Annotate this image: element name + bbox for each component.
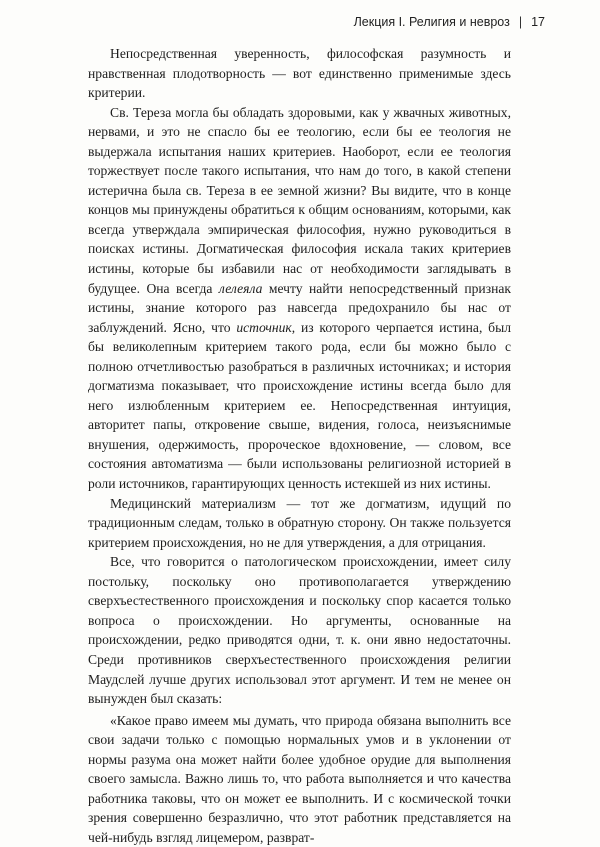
quote-paragraph: «Какое право имеем мы думать, что природа обязана выполнить все свои задачи только с помощью нормальных умов и в уклонении от нормы разума она может найти более удобное орудие для выполнения своего замысла. Важно лишь то, что работа выполняется и что качества работника таковы, что он может ее выполнить. И с космической точки зрения совершенно безразлично, что этот работник представляется на чей-нибудь взгляд лицемером, разврат- [88,712,511,845]
paragraph-1: Непосредственная уверенность, философская разумность и нравственная плодотворность — вот единственно применимые здесь критерии. [88,46,511,101]
page-number: 17 [531,15,545,29]
paragraph-2: Св. Тереза могла бы обладать здоровыми, как у жвачных животных, нервами, и это не спасло бы ее теологию, если бы ее теология не выдержала испытания наших критериев. Наоборот, если ее теология торжествует после такого испытания, что нам до того, в какой степени истерична была св. Тереза в ее земной жизни? Вы видите, что в конце концов мы принуждены обратиться к общим основаниям, которыми, как всегда утверждала эмпирическая философия, нужно руководиться в поисках истины. Догматическая философия искала таких критериев истины, которые бы избавили нас от необходимости заглядывать в будущее. Она всегда лелеяла мечту найти непосредственный признак истины, знание которого раз навсегда предохранило бы нас от заблуждений. Ясно, что источник, из которого черпается истина, был бы великолепным критерием такого рода, если бы можно было с полною отчетливостью разобраться в различных источниках; и история догматизма показывает, что происхождение истины всегда было для него излюбленным критерием ее. Непосредственная интуиция, авторитет папы, откровение свыше, видения, голоса, неизъяснимые внушения, одержимость, пророческое вдохновение, — словом, все состояния автоматизма — были использованы религиозной историей в роли источников, гарантирующих ценность истекшей из них истины. [88,104,511,492]
paragraph-3: Медицинский материализм — тот же догматизм, идущий по традиционным следам, только в обратную сторону. Он также пользуется критерием происхождения, но не для утверждения, а для отрицания. [88,495,511,550]
paragraph-4: Все, что говорится о патологическом происхождении, имеет силу постольку, поскольку оно противополагается утверждению сверхъестественного происхождения и поскольку спор касается только вопроса о происхождении. Но аргументы, основанные на происхождении, редко приводятся одни, т. к. они явно недостаточны. Среди противников сверхъестественного происхождения религии Маудслей лучше других использовал этот аргумент. И тем не менее он вынужден был сказать: [88,554,511,707]
running-head [354,15,545,29]
header-separator: | [518,15,523,29]
emphasis-istochnik: источник [236,319,292,335]
body-text [88,44,511,847]
emphasis-leleyala: лелеяла [218,280,263,296]
chapter-title: Лекция I. Религия и невроз [353,15,510,29]
